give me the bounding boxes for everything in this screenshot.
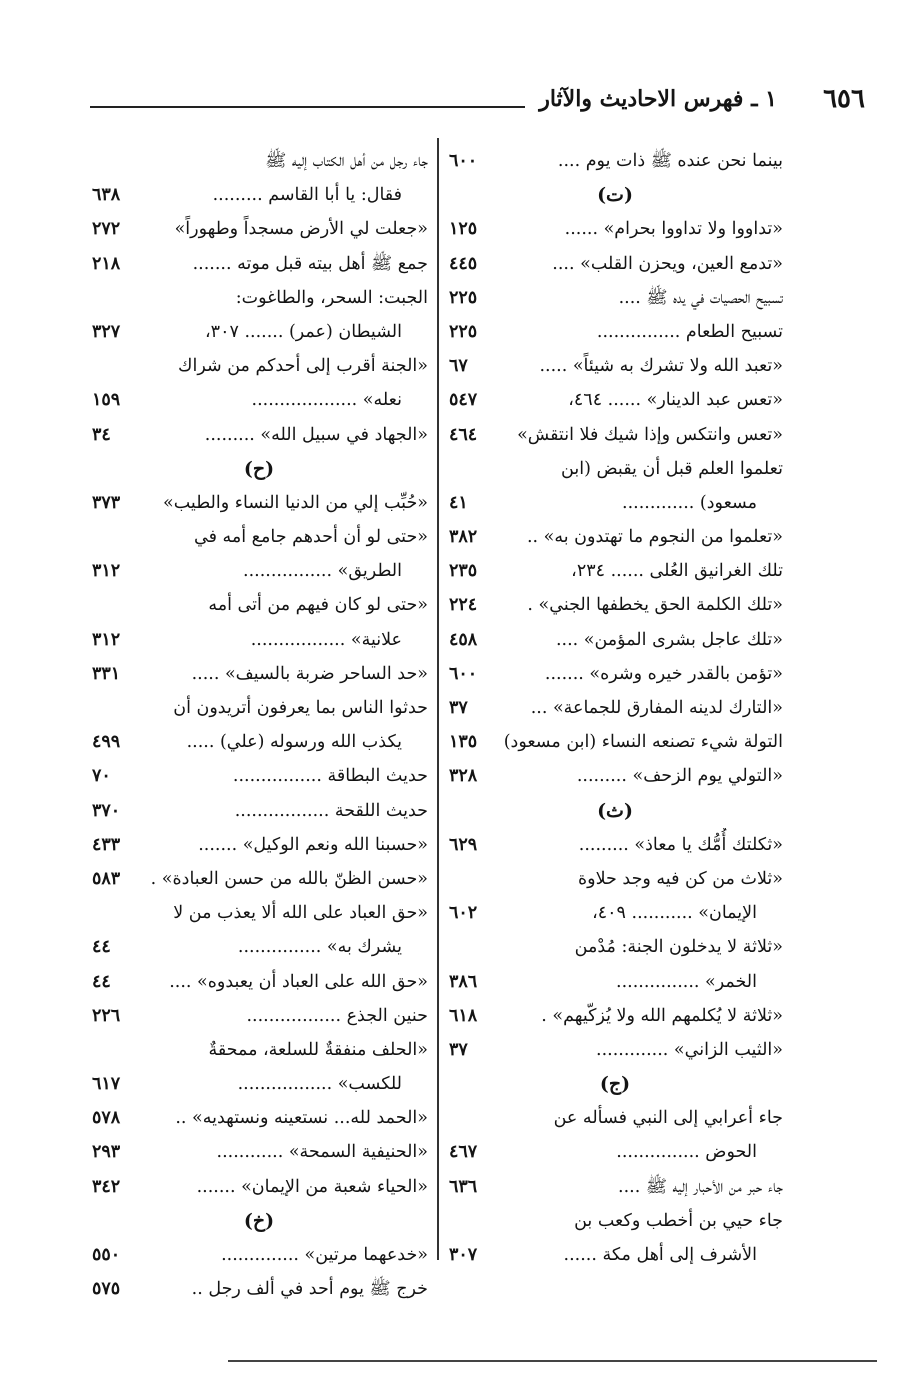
page-reference: ٤١ (449, 486, 474, 520)
index-entry (447, 212, 783, 246)
page-reference: ٣١٢ (92, 554, 126, 588)
page-reference: ٣٨٦ (449, 965, 483, 999)
entry-text: نعله» ................... (251, 390, 402, 411)
entry-text: يكذب الله ورسوله (علي) ..... (186, 732, 402, 753)
page-reference: ٣٣١ (92, 657, 126, 691)
index-entry (90, 657, 428, 691)
entry-text: «تداووا ولا تداووا بحرام» ...... (564, 219, 783, 240)
page-reference: ٢٢٥ (449, 281, 483, 315)
entry-text: «تعبد الله ولا تشرك به شيئاً» ..... (539, 356, 783, 377)
entry-text: جاء حبر من الأحبار إليه ﷺ .... (618, 1176, 783, 1197)
page-reference: ٥٧٨ (92, 1101, 126, 1135)
index-entry (447, 554, 783, 588)
section-letter-heading (90, 452, 428, 486)
entry-text: الخمر» ............... (616, 971, 757, 992)
page-reference: ٣١٢ (92, 623, 126, 657)
index-entry-continuation (447, 1135, 783, 1169)
entry-text: «الحياء شعبة من الإيمان» ....... (196, 1176, 428, 1197)
index-entry (90, 349, 428, 383)
index-entry (90, 999, 428, 1033)
page-reference: ٣٧ (449, 1033, 474, 1067)
section-letter: (ج) (599, 1073, 631, 1096)
page-reference: ٧٠ (92, 759, 117, 793)
page-reference: ٣٨٢ (449, 520, 483, 554)
index-entry (90, 247, 428, 281)
index-entry (90, 896, 428, 930)
page-reference: ٤٦٤ (449, 418, 483, 452)
entry-text: «تلك عاجل بشرى المؤمن» .... (555, 629, 783, 650)
entry-text: «الجنة أقرب إلى أحدكم من شراك (178, 356, 428, 377)
page-reference: ٣٤ (92, 418, 117, 452)
section-letter: (خ) (243, 1209, 275, 1232)
page-reference: ١٢٥ (449, 212, 483, 246)
entry-text: يشرك به» ............... (237, 937, 402, 958)
page-reference: ٦١٨ (449, 999, 483, 1033)
entry-text: جاء حيي بن أخطب وكعب بن (574, 1210, 783, 1231)
entry-text: مسعود) ............. (622, 492, 757, 513)
index-entry (447, 828, 783, 862)
footer-rule (228, 1360, 877, 1362)
index-entry-continuation (90, 383, 428, 417)
entry-text: «حتى لو أن أحدهم جامع أمه في (193, 527, 428, 548)
entry-text: «تعس عبد الدينار» ...... ٤٦٤، (568, 390, 783, 411)
entry-text: «جعلت لي الأرض مسجداً وطهوراً» (174, 219, 428, 240)
page-reference: ٦٠٠ (449, 657, 483, 691)
page-reference: ١٣٥ (449, 725, 483, 759)
index-entry (90, 418, 428, 452)
index-entry (447, 1101, 783, 1135)
entry-text: جاء رجل من أهل الكتاب إليه ﷺ (265, 151, 428, 171)
index-entry (447, 1204, 783, 1238)
page-reference: ٢٢٦ (92, 999, 126, 1033)
index-entry (447, 623, 783, 657)
index-entry-continuation (90, 178, 428, 212)
entry-text: حدثوا الناس بما يعرفون أتريدون أن (173, 698, 428, 718)
entry-text: التولة شيء تصنعه النساء (ابن مسعود) (503, 732, 783, 753)
page-header (90, 84, 865, 114)
page-number: ٦٥٦ (823, 84, 865, 114)
index-entry (447, 452, 783, 486)
index-column-right (447, 144, 783, 1272)
page-reference: ٣٢٧ (92, 315, 126, 349)
index-entry (90, 1033, 428, 1067)
section-letter: (ث) (597, 799, 633, 822)
running-title: ١ ـ فهرس الاحاديث والآثار (539, 86, 777, 112)
index-entry-continuation (90, 315, 428, 349)
index-entry (90, 1272, 428, 1306)
index-entry (90, 1238, 428, 1272)
index-entry (447, 691, 783, 725)
page-reference: ١٥٩ (92, 383, 126, 417)
page-reference: ٥٥٠ (92, 1238, 126, 1272)
page-reference: ٣٧٣ (92, 486, 126, 520)
page-reference: ٣٤٢ (92, 1170, 126, 1204)
index-entry (90, 1101, 428, 1135)
entry-text: «الحنيفية السمحة» ............ (216, 1142, 428, 1163)
page-reference: ٦٢٩ (449, 828, 483, 862)
index-entry-continuation (90, 725, 428, 759)
entry-text: الحوض ............... (616, 1142, 757, 1163)
section-letter-heading (447, 1067, 783, 1101)
entry-text: تلك الغرانيق العُلى ...... ٢٣٤، (571, 561, 783, 582)
entry-text: «تؤمن بالقدر خيره وشره» ....... (544, 663, 783, 684)
page-reference: ٤٩٩ (92, 725, 126, 759)
entry-text: الطريق» ................ (243, 561, 402, 582)
entry-text: «تلك الكلمة الحق يخطفها الجني» . (527, 595, 783, 616)
page-reference: ٦٣٦ (449, 1170, 483, 1204)
page-reference: ٢٧٢ (92, 212, 126, 246)
page-reference: ٢٢٥ (449, 315, 483, 349)
index-entry (90, 1170, 428, 1204)
header-rule (90, 106, 525, 108)
entry-text: «حد الساحر ضربة بالسيف» ..... (191, 663, 428, 684)
entry-text: «تعس وانتكس وإذا شيك فلا انتقش» (517, 424, 783, 445)
page-reference: ٤٥٨ (449, 623, 483, 657)
entry-text: «الثيب الزاني» ............. (596, 1039, 783, 1060)
entry-text: «الجهاد في سبيل الله» ......... (204, 424, 428, 445)
page-reference: ٣٧ (449, 691, 474, 725)
entry-text: «ثكلتك أُمُّك يا معاذ» ......... (578, 834, 783, 855)
index-entry (90, 862, 428, 896)
entry-text: «تعلموا من النجوم ما تهتدون به» .. (526, 527, 783, 548)
index-entry (90, 828, 428, 862)
index-entry (447, 315, 783, 349)
page-reference: ٣٢٨ (449, 759, 483, 793)
page-reference: ٦٣٨ (92, 178, 126, 212)
entry-text: تسبيح الحصيات في يده ﷺ .... (618, 287, 783, 308)
entry-text: الشيطان (عمر) ....... ٣٠٧، (205, 321, 402, 342)
index-entry-continuation (90, 554, 428, 588)
index-entry (447, 281, 783, 315)
entry-text: «حتى لو كان فيهم من أتى أمه (208, 595, 428, 616)
entry-text: فقال: يا أبا القاسم ......... (212, 185, 402, 206)
entry-text: «التولي يوم الزحف» ......... (576, 766, 783, 787)
entry-text: «تدمع العين، ويحزن القلب» .... (552, 253, 783, 274)
index-entry (447, 383, 783, 417)
page-reference: ٦٠٢ (449, 896, 483, 930)
index-entry-continuation (90, 1067, 428, 1101)
entry-text: «حق العباد على الله ألا يعذب من لا (173, 903, 428, 924)
page-reference: ٤٤ (92, 965, 117, 999)
entry-text: حديث البطاقة ................ (232, 766, 428, 787)
entry-text: «حق الله على العباد أن يعبدوه» .... (169, 971, 428, 992)
entry-text: الجبت: السحر، والطاغوت: (235, 287, 428, 308)
index-entry (447, 1033, 783, 1067)
index-entry (447, 144, 783, 178)
page-reference: ٢٢٤ (449, 588, 483, 622)
index-entry (447, 247, 783, 281)
page-reference: ٢٩٣ (92, 1135, 126, 1169)
index-entry (447, 657, 783, 691)
entry-text: «حسن الظنّ بالله من حسن العبادة» . (150, 868, 428, 889)
entry-text: «ثلاثة لا يُكلمهم الله ولا يُزكّيهم» . (541, 1005, 783, 1026)
index-entry (90, 520, 428, 554)
page-reference: ٥٧٥ (92, 1272, 126, 1306)
page-reference: ٢١٨ (92, 247, 126, 281)
entry-text: جمع ﷺ أهل بيته قبل موته ....... (192, 253, 428, 274)
index-entry-continuation (447, 1238, 783, 1272)
index-entry (447, 588, 783, 622)
entry-text: خرج ﷺ يوم أحد في ألف رجل .. (191, 1279, 428, 1300)
index-entry (447, 1170, 783, 1204)
index-entry-continuation (447, 896, 783, 930)
section-letter-heading (447, 178, 783, 212)
entry-text: «حسبنا الله ونعم الوكيل» ....... (198, 834, 428, 855)
entry-text: تعلموا العلم قبل أن يقبض (ابن (561, 458, 783, 479)
index-entry (90, 759, 428, 793)
entry-text: حنين الجذع ................. (246, 1005, 428, 1026)
index-entry (447, 418, 783, 452)
index-entry (447, 349, 783, 383)
entry-text: جاء أعرابي إلى النبي فسأله عن (553, 1108, 783, 1129)
index-entry (447, 520, 783, 554)
entry-text: الأشرف إلى أهل مكة ...... (563, 1245, 757, 1265)
index-entry (447, 725, 783, 759)
index-column-left (90, 144, 428, 1306)
entry-text: للكسب» ................. (237, 1074, 402, 1095)
entry-text: بينما نحن عنده ﷺ ذات يوم .... (557, 151, 783, 171)
index-entry (447, 759, 783, 793)
index-entry (90, 486, 428, 520)
index-entry (447, 862, 783, 896)
entry-text: علانية» ................. (250, 629, 402, 650)
page-reference: ٤٣٣ (92, 828, 126, 862)
page-reference: ٤٦٧ (449, 1135, 483, 1169)
entry-text: «ثلاثة لا يدخلون الجنة: مُدْمن (574, 937, 783, 958)
index-entry-continuation (90, 930, 428, 964)
page-reference: ٦١٧ (92, 1067, 126, 1101)
column-divider (437, 138, 439, 1260)
page-reference: ٥٨٣ (92, 862, 126, 896)
index-entry-continuation (447, 965, 783, 999)
index-entry (90, 212, 428, 246)
index-entry (90, 1135, 428, 1169)
entry-text: «خدعهما مرتين» .............. (221, 1245, 428, 1265)
page-reference: ٦٧ (449, 349, 474, 383)
entry-text: «ثلاث من كن فيه وجد حلاوة (577, 868, 783, 889)
page-reference: ٤٤ (92, 930, 117, 964)
entry-text: تسبيح الطعام ............... (596, 321, 783, 342)
index-entry (90, 794, 428, 828)
index-entry (90, 691, 428, 725)
index-entry (90, 281, 428, 315)
section-letter-heading (90, 1204, 428, 1238)
entry-text: «حُبِّب إلي من الدنيا النساء والطيب» (163, 492, 428, 513)
entry-text: «الحلف منفقةٌ للسلعة، ممحقةٌ (208, 1039, 428, 1060)
entry-text: الإيمان» ........... ٤٠٩، (592, 903, 757, 924)
page-reference: ٦٠٠ (449, 144, 483, 178)
index-entry-continuation (447, 486, 783, 520)
page-reference: ٢٣٥ (449, 554, 483, 588)
entry-text: «التارك لدينه المفارق للجماعة» ... (530, 698, 783, 718)
page-reference: ٣٠٧ (449, 1238, 483, 1272)
index-entry (90, 965, 428, 999)
entry-text: حديث اللقحة ................. (234, 800, 428, 821)
section-letter: (ح) (243, 457, 275, 480)
entry-text: «الحمد لله... نستعينه ونستهديه» .. (175, 1108, 428, 1129)
index-entry (90, 588, 428, 622)
index-entry (447, 930, 783, 964)
page-reference: ٥٤٧ (449, 383, 483, 417)
section-letter-heading (447, 794, 783, 828)
index-entry-continuation (90, 623, 428, 657)
index-entry (447, 999, 783, 1033)
index-entry (90, 144, 428, 178)
page-reference: ٣٧٠ (92, 794, 126, 828)
section-letter: (ت) (597, 184, 633, 207)
page-reference: ٤٤٥ (449, 247, 483, 281)
